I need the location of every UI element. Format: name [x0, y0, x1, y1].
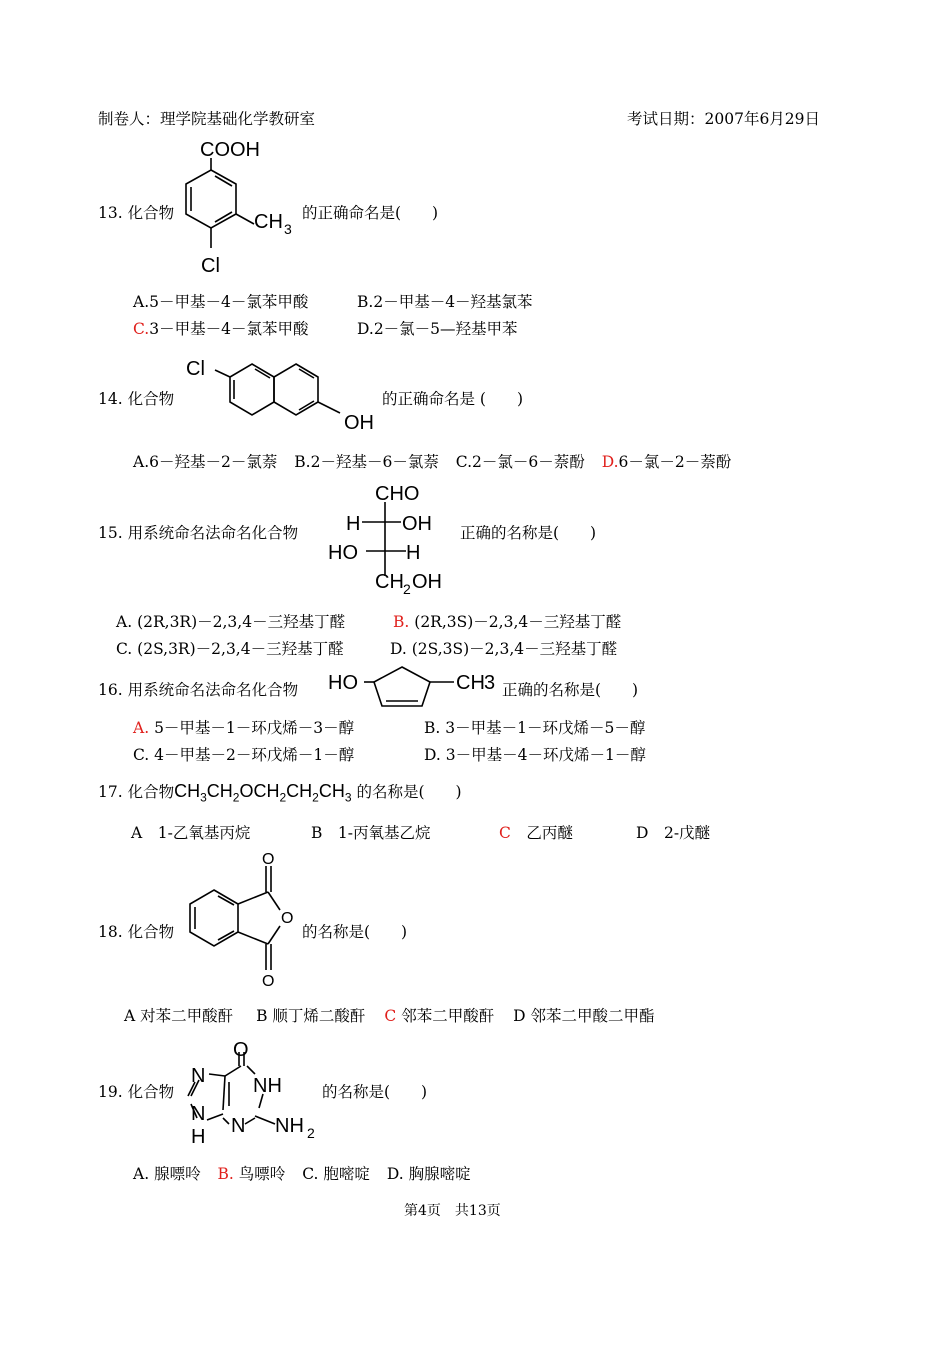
option-letter: A — [124, 1007, 136, 1025]
q18-stem-suffix: 的名称是( ) — [302, 923, 408, 941]
option-letter: D — [513, 1007, 526, 1025]
q13-stem-suffix: 的正确命名是( ) — [302, 204, 439, 222]
option-letter: D. — [424, 746, 441, 764]
option-text: 2－羟基－6－氯萘 — [310, 453, 439, 471]
q15-option-a — [116, 610, 345, 632]
q18-number: 18. — [98, 923, 123, 941]
q14-label-cl: Cl — [186, 358, 205, 380]
q13-number: 13. — [98, 204, 123, 222]
q16-label-sub3: 3 — [484, 672, 496, 694]
q15-stem-prefix — [98, 521, 298, 543]
q13-option-b — [357, 290, 533, 312]
option-letter: B — [256, 1007, 268, 1025]
q16-number: 16. — [98, 681, 123, 699]
q14-structure-naphthol — [182, 353, 382, 433]
q19-stem-prefix — [98, 1080, 174, 1102]
option-letter: A — [131, 824, 143, 842]
option-text: (2S,3S)－2,3,4－三羟基丁醛 — [411, 640, 618, 658]
q19-stem-suffix: 的名称是( ) — [322, 1083, 428, 1101]
q17-option-a — [131, 821, 250, 843]
q16-structure-cyclopentenol — [326, 660, 506, 712]
q14-stem-suffix: 的正确命名是 ( ) — [382, 390, 524, 408]
formula-sub: 2 — [279, 790, 287, 805]
q13-prefix: 化合物 — [127, 204, 175, 222]
q13-option-a — [133, 290, 308, 312]
header-author: 制卷人：理学院基础化学教研室 — [98, 110, 316, 128]
q19-prefix: 化合物 — [127, 1083, 175, 1101]
q18-stem-prefix — [98, 920, 174, 942]
option-text: 1-乙氧基丙烷 — [157, 824, 251, 842]
option-text: 3－甲基－4－环戊烯－1－醇 — [445, 746, 646, 764]
q19-number: 19. — [98, 1083, 123, 1101]
option-letter-correct: B. — [393, 613, 410, 631]
option-letter: A. — [133, 453, 150, 471]
q15-option-b — [393, 610, 621, 632]
option-text: 2－氯－5—羟基甲苯 — [373, 320, 518, 338]
option-text: (2R,3R)－2,3,4－三羟基丁醛 — [137, 613, 346, 631]
q17-number: 17. — [98, 783, 123, 801]
q14-number: 14. — [98, 390, 123, 408]
formula-part: CH — [206, 781, 233, 801]
option-text: 腺嘌呤 — [154, 1165, 201, 1183]
q15-label-h2: H — [406, 542, 421, 564]
q18-label-o-bottom: O — [262, 973, 275, 990]
option-text: 对苯二甲酸酐 — [140, 1007, 234, 1025]
option-letter-correct: C — [384, 1007, 397, 1025]
option-text: 2－氯－6－萘酚 — [472, 453, 585, 471]
option-text: 4－甲基－2－环戊烯－1－醇 — [154, 746, 355, 764]
option-letter-correct: C. — [133, 320, 150, 338]
option-text: 6－氯－2－萘酚 — [618, 453, 732, 471]
option-text: 2－甲基－4－羟基氯苯 — [373, 293, 533, 311]
q16-stem-prefix — [98, 678, 298, 700]
q14-label-oh: OH — [344, 412, 374, 433]
q15-option-d — [390, 637, 617, 659]
q16-option-c — [133, 743, 354, 765]
option-text: (2S,3R)－2,3,4－三羟基丁醛 — [137, 640, 344, 658]
formula-part: CH — [286, 781, 313, 801]
option-letter-correct: C — [499, 824, 511, 842]
q17-prefix: 化合物 — [127, 783, 175, 801]
q19-structure-guanine — [183, 1036, 323, 1148]
q19-label-nh2: NH — [275, 1115, 304, 1137]
formula-part: CH — [174, 781, 201, 801]
q17-suffix: 的名称是( ) — [356, 783, 462, 801]
option-text: 胸腺嘧啶 — [408, 1165, 471, 1183]
q15-label-oh1: OH — [402, 513, 432, 535]
option-text: 胞嘧啶 — [323, 1165, 370, 1183]
option-letter: B. — [357, 293, 374, 311]
option-letter-correct: A. — [133, 719, 150, 737]
q15-number: 15. — [98, 524, 123, 542]
q19-label-n-imidazole: N — [191, 1065, 206, 1087]
q13-label-cl: Cl — [201, 255, 220, 277]
option-letter: A. — [133, 1165, 150, 1183]
option-letter: B. — [294, 453, 311, 471]
q18-prefix: 化合物 — [127, 923, 175, 941]
option-letter: C. — [302, 1165, 319, 1183]
q18-options-row — [124, 1004, 655, 1026]
q19-label-nh: NH — [253, 1075, 282, 1097]
q16-stem-suffix: 正确的名称是( ) — [502, 681, 639, 699]
header-date: 考试日期：2007年6月29日 — [627, 110, 821, 128]
q13-label-sub3: 3 — [284, 221, 292, 237]
q15-label-h1: H — [346, 513, 361, 535]
formula-part: CH — [318, 781, 345, 801]
formula-sub: 3 — [200, 790, 207, 805]
q13-stem-prefix — [98, 201, 174, 223]
option-text: 1-丙氧基乙烷 — [337, 824, 431, 842]
q16-label-ho: HO — [328, 672, 358, 694]
q16-option-a — [133, 716, 354, 738]
option-letter: D. — [357, 320, 374, 338]
option-text: 邻苯二甲酸酐 — [401, 1007, 495, 1025]
q16-label-ch: CH — [456, 672, 485, 694]
option-text: 5－甲基－1－环戊烯－3－醇 — [154, 719, 355, 737]
option-letter: C. — [133, 746, 150, 764]
option-text: 顺丁烯二酸酐 — [272, 1007, 366, 1025]
option-text: 邻苯二甲酸二甲酯 — [530, 1007, 655, 1025]
q17-option-b — [311, 821, 431, 843]
q17-option-c — [499, 821, 573, 843]
q15-stem-suffix: 正确的名称是( ) — [460, 524, 597, 542]
q19-label-o: O — [233, 1039, 249, 1061]
q14-stem-prefix — [98, 387, 174, 409]
q19-label-h: H — [191, 1126, 206, 1148]
option-letter: A. — [116, 613, 133, 631]
q16-prefix: 用系统命名法命名化合物 — [127, 681, 299, 699]
q19-label-n-pyrimidine: N — [231, 1115, 246, 1137]
q19-label-sub2: 2 — [307, 1125, 315, 1141]
q19-label-n-h: N — [191, 1103, 206, 1125]
q13-option-d — [357, 317, 518, 339]
option-text: 5－甲基－4－氯苯甲酸 — [149, 293, 309, 311]
option-letter-correct: B. — [217, 1165, 234, 1183]
q15-label-cho: CHO — [375, 483, 420, 505]
q13-option-c — [133, 317, 308, 339]
q13-label-ch: CH — [254, 211, 283, 233]
q15-prefix: 用系统命名法命名化合物 — [127, 524, 299, 542]
option-letter: C. — [116, 640, 133, 658]
q18-label-o-ring: O — [281, 910, 294, 927]
q15-label-oh2: OH — [412, 571, 442, 593]
q17-stem — [98, 780, 462, 805]
option-letter: D — [636, 824, 649, 842]
q16-option-d — [424, 743, 646, 765]
q14-prefix: 化合物 — [127, 390, 175, 408]
option-text: 3－甲基－4－氯苯甲酸 — [149, 320, 309, 338]
page-footer: 第4页 共13页 — [404, 1203, 501, 1219]
q17-option-d — [636, 821, 710, 843]
q17-formula — [174, 781, 352, 805]
q15-label-sub2: 2 — [403, 581, 411, 597]
formula-sub: 3 — [344, 790, 352, 805]
q19-options-row — [133, 1162, 471, 1184]
q13-label-cooh: COOH — [200, 139, 260, 161]
q15-option-c — [116, 637, 344, 659]
option-letter: B. — [424, 719, 441, 737]
option-text: 6－羟基－2－氯萘 — [149, 453, 278, 471]
q18-label-o-top: O — [262, 851, 275, 868]
q15-label-ch: CH — [375, 571, 404, 593]
option-letter: A. — [133, 293, 150, 311]
q15-structure-fischer — [326, 478, 461, 600]
option-letter: D. — [390, 640, 407, 658]
q15-label-ho: HO — [328, 542, 358, 564]
q16-option-b — [424, 716, 645, 738]
option-text: 鸟嘌呤 — [238, 1165, 286, 1183]
option-text: 2-戊醚 — [663, 824, 711, 842]
formula-part: OCH — [239, 781, 280, 801]
option-text: (2R,3S)－2,3,4－三羟基丁醛 — [414, 613, 622, 631]
option-letter-correct: D. — [601, 453, 619, 471]
formula-sub: 2 — [232, 790, 240, 805]
formula-sub: 2 — [312, 790, 319, 805]
q18-structure-phthalic-anhydride — [182, 848, 302, 990]
option-letter: D. — [386, 1165, 404, 1183]
option-text: 乙丙醚 — [526, 824, 573, 842]
q14-options-row — [133, 450, 731, 472]
option-letter: C. — [455, 453, 473, 471]
option-text: 3－甲基－1－环戊烯－5－醇 — [445, 719, 646, 737]
option-letter: B — [311, 824, 323, 842]
q13-structure-benzoic-acid — [180, 138, 305, 278]
